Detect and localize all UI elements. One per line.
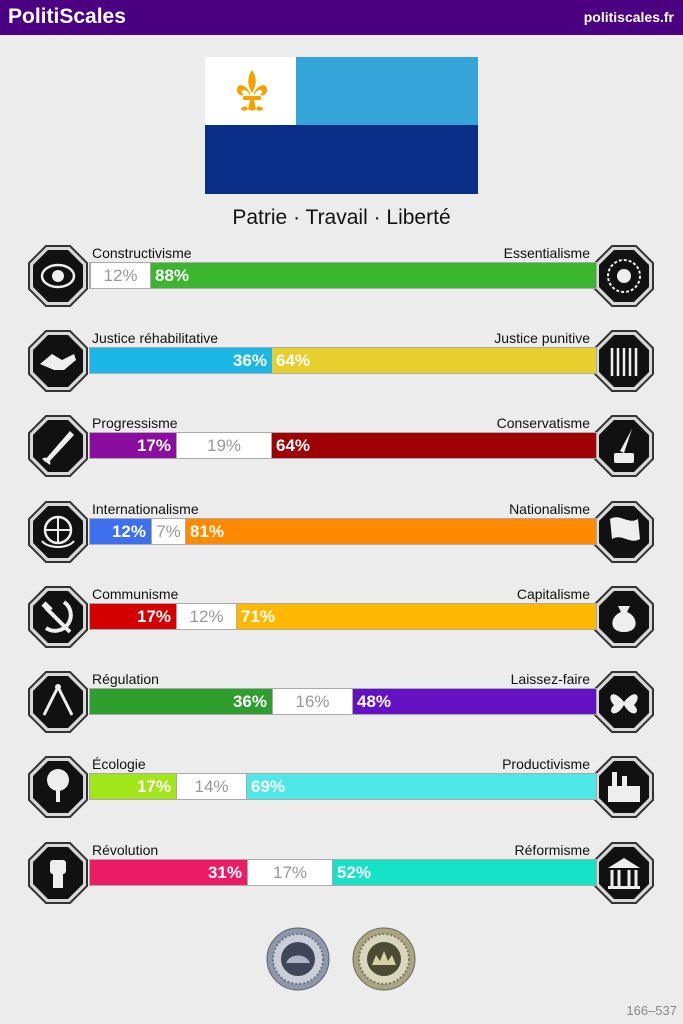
- axis-right-label: Conservatisme: [496, 415, 590, 431]
- axis-right-segment: 64%: [272, 348, 596, 373]
- axis-right-label: Capitalisme: [516, 586, 590, 602]
- result-code: 166–537: [626, 1003, 677, 1018]
- axis-right-segment: 64%: [272, 433, 596, 458]
- axis-neutral-segment: 12%: [176, 604, 237, 629]
- axis-bar: [89, 262, 597, 289]
- axis-left-label: Communisme: [92, 586, 179, 602]
- brand-title[interactable]: PolitiScales: [8, 5, 126, 28]
- axis-left-segment: 17%: [90, 774, 176, 799]
- money-bag-icon: [594, 586, 654, 648]
- fleur-de-lis-icon: [235, 69, 269, 113]
- raised-fist-icon: [28, 842, 88, 904]
- axis-right-label: Justice punitive: [494, 330, 590, 346]
- site-link[interactable]: politiscales.fr: [583, 9, 674, 25]
- axis-row: [28, 671, 656, 733]
- prison-bars-icon: [594, 330, 654, 392]
- constructivism-eye-icon: [28, 245, 88, 307]
- progress-rocket-icon: [28, 415, 88, 477]
- axis-right-segment: 88%: [151, 263, 596, 288]
- axis-right-segment: 52%: [333, 860, 596, 885]
- axis-neutral-segment: 17%: [247, 860, 333, 885]
- app-header: [0, 0, 683, 35]
- axis-left-label: Régulation: [92, 671, 159, 687]
- axis-row: [28, 415, 656, 477]
- axis-row: [28, 501, 656, 563]
- result-flag: [205, 57, 478, 194]
- axis-neutral-segment: 16%: [272, 689, 353, 714]
- axis-left-label: Constructivisme: [92, 245, 192, 261]
- axis-row: [28, 330, 656, 392]
- axis-right-label: Laissez-faire: [510, 671, 590, 687]
- silver-medal-badge-icon: [266, 927, 330, 991]
- globe-laurel-icon: [28, 501, 88, 563]
- axis-row: [28, 245, 656, 307]
- axis-left-segment: 31%: [90, 860, 247, 885]
- flag-top-right: [296, 57, 478, 125]
- axis-left-label: Révolution: [92, 842, 159, 858]
- quill-inkwell-icon: [594, 415, 654, 477]
- butterflies-icon: [594, 671, 654, 733]
- axis-row: [28, 756, 656, 818]
- axis-left-label: Écologie: [92, 756, 146, 772]
- axis-bar: [89, 603, 597, 630]
- axis-bar: [89, 859, 597, 886]
- axis-right-segment: 48%: [353, 689, 596, 714]
- axis-bar: [89, 347, 597, 374]
- axis-left-label: Internationalisme: [92, 501, 199, 517]
- waving-flag-icon: [594, 501, 654, 563]
- axis-left-segment: 36%: [90, 689, 272, 714]
- axis-row: [28, 842, 656, 904]
- axis-right-segment: 71%: [237, 604, 596, 629]
- handshake-icon: [28, 330, 88, 392]
- flag-bottom: [205, 125, 478, 194]
- axis-right-segment: 81%: [186, 519, 596, 544]
- axis-left-segment: 12%: [90, 519, 151, 544]
- axis-right-label: Essentialisme: [503, 245, 590, 261]
- hammer-sickle-icon: [28, 586, 88, 648]
- essentialism-sunburst-icon: [594, 245, 654, 307]
- axis-right-segment: 69%: [247, 774, 596, 799]
- ruler-compass-icon: [28, 671, 88, 733]
- axis-bar: [89, 432, 597, 459]
- axis-bar: [89, 773, 597, 800]
- axis-left-label: Justice réhabilitative: [92, 330, 219, 346]
- parliament-icon: [594, 842, 654, 904]
- axis-left-segment: 17%: [90, 433, 176, 458]
- axis-bar: [89, 518, 597, 545]
- axis-neutral-segment: 12%: [90, 263, 151, 288]
- axis-right-label: Productivisme: [502, 756, 590, 772]
- axis-right-label: Nationalisme: [509, 501, 590, 517]
- gold-medal-badge-icon: [352, 927, 416, 991]
- axis-neutral-segment: 19%: [176, 433, 272, 458]
- flag-motto: Patrie · Travail · Liberté: [232, 206, 451, 229]
- axis-neutral-segment: 7%: [151, 519, 186, 544]
- factory-gears-icon: [594, 756, 654, 818]
- axis-neutral-segment: 14%: [176, 774, 247, 799]
- axis-right-label: Réformisme: [514, 842, 590, 858]
- axis-row: [28, 586, 656, 648]
- axis-left-label: Progressisme: [92, 415, 178, 431]
- axis-left-segment: 36%: [90, 348, 272, 373]
- axis-bar: [89, 688, 597, 715]
- tree-leaves-icon: [28, 756, 88, 818]
- axis-left-segment: 17%: [90, 604, 176, 629]
